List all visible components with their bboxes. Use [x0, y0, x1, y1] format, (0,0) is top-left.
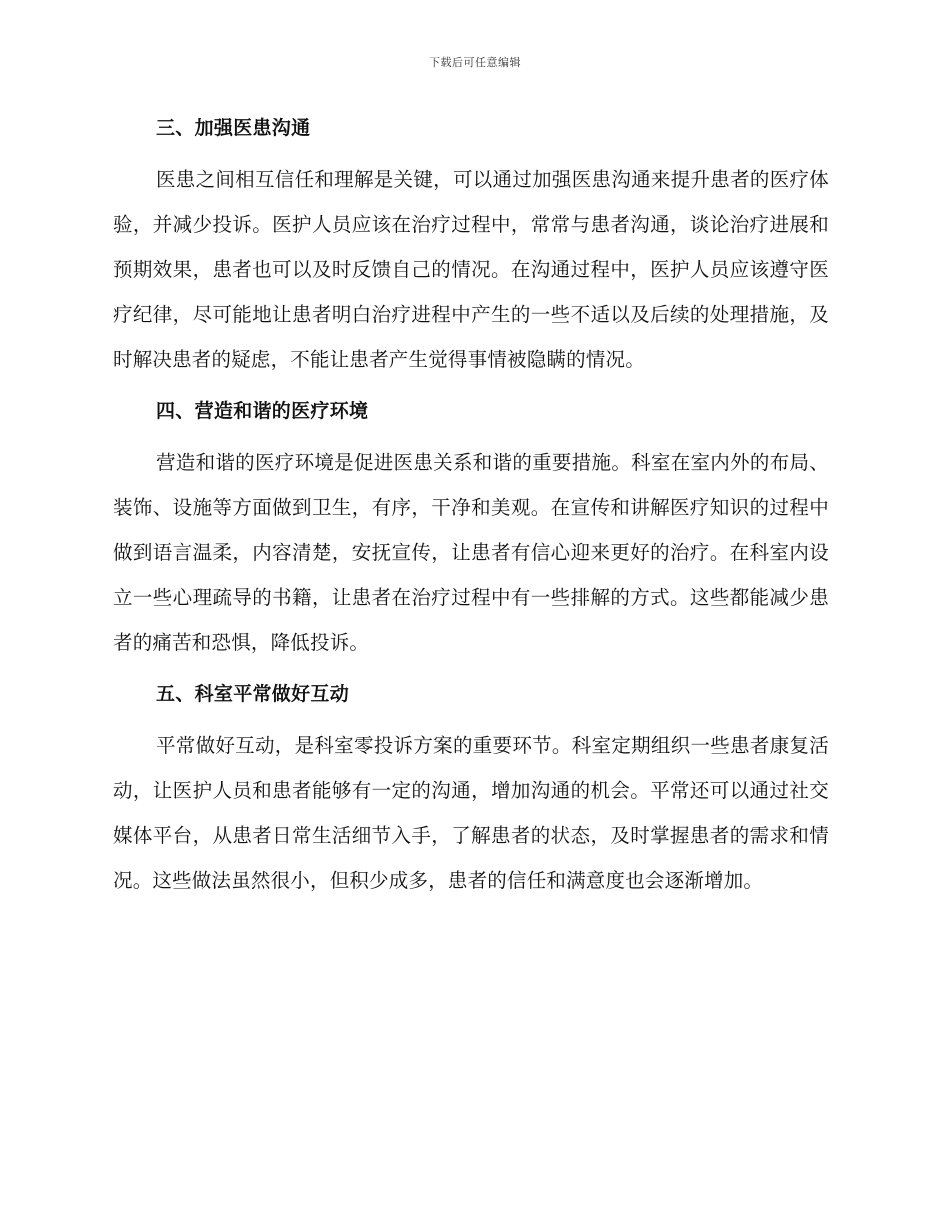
section-paragraph-environment: 营造和谐的医疗环境是促进医患关系和谐的重要措施。科室在室内外的布局、装饰、设施等方面做到卫生，有序，干净和美观。在宣传和讲解医疗知识的过程中做到语言温柔，内容清楚，安抚宣传，让患者有信心迎来更好的治疗。在科室内设立一些心理疏导的书籍，让患者在治疗过程中有一些排解的方式。这些都能减少患者的痛苦和恐惧，降低投诉。: [113, 451, 829, 654]
document-body: [113, 113, 829, 903]
section-paragraph-interaction: 平常做好互动，是科室零投诉方案的重要环节。科室定期组织一些患者康复活动，让医护人员和患者能够有一定的沟通，增加沟通的机会。平常还可以通过社交媒体平台，从患者日常生活细节入手，了解患者的状态，及时掌握患者的需求和情况。这些做法虽然很小，但积少成多，患者的信任和满意度也会逐渐增加。: [113, 734, 829, 892]
header-note: 下载后可任意编辑: [429, 56, 521, 69]
section-paragraph-communication: 医患之间相互信任和理解是关键，可以通过加强医患沟通来提升患者的医疗体验，并减少投诉。医护人员应该在治疗过程中，常常与患者沟通，谈论治疗进展和预期效果，患者也可以及时反馈自己的情况。在沟通过程中，医护人员应该遵守医疗纪律，尽可能地让患者明白治疗进程中产生的一些不适以及后续的处理措施，及时解决患者的疑虑，不能让患者产生觉得事情被隐瞒的情况。: [113, 168, 829, 371]
section-title-environment: 四、营造和谐的医疗环境: [156, 400, 369, 422]
section-title-communication: 三、加强医患沟通: [156, 117, 311, 139]
section-title-interaction: 五、科室平常做好互动: [156, 683, 350, 705]
